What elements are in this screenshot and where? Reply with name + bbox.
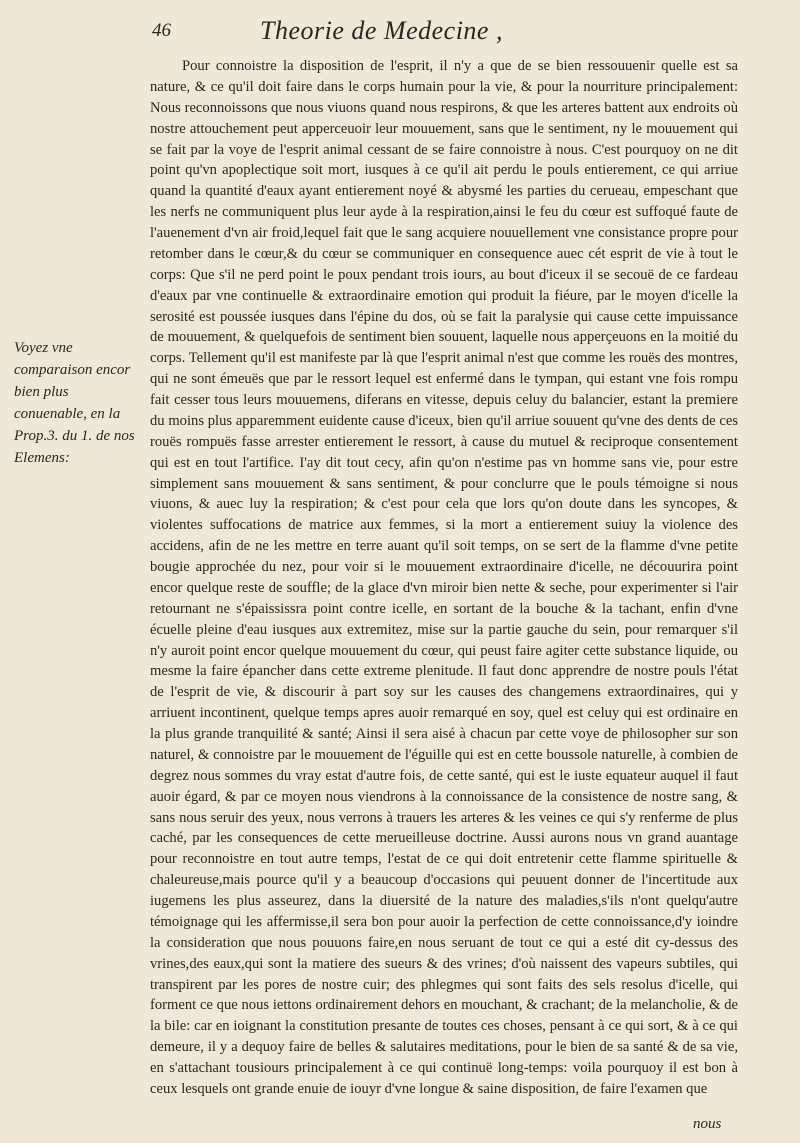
- marginal-note: Voyez vne comparaison encor bien plus conuenable, en la Prop.3. du 1. de nos Elemens:: [14, 340, 135, 466]
- page-number: 46: [152, 20, 171, 41]
- running-title: Theorie de Medecine ,: [260, 16, 503, 45]
- page-header: [0, 16, 800, 52]
- main-text-block: [150, 56, 738, 1100]
- body-paragraph: Pour connoistre la disposition de l'esprit, il n'y a que de se bien ressouuenir quelle est sa nature, & ce qu'il doit faire dans le corps humain pour la vie, & pour la nourriture principalement: Nous reconnoissons que nous viuons quand nous respirons, & que les arteres battent aux endroits où nostre attouchement peut apperceuoir leur mouuement, sans que le sentiment, ny le mouuement qui se fait par la voye de l'esprit animal cessant de se faire connoistre à nous. C'est pourquoy on ne dit point qu'vn apoplectique soit mort, iusques à ce qu'il ait perdu le pouls entierement, ce qui arriue quand la quantité d'eaux ayant entierement noyé & abysmé les parties du cerueau, empeschant que les nerfs ne communiquent plus leur ayde à la respiration,ainsi le feu du cœur est suffoqué faute de l'auenement d'vn air froid,lequel fait que le sang acquiere nouuellement vne consistance propre pour retomber dans le cœur,& du cœur se communiquer en consequence auec cét esprit de vie à tout le corps: Que s'il ne perd point le poux pendant trois iours, au bout d'iceux il se secouë de ce fardeau d'eaux par vne continuelle & extraordinaire emotion qui produit la fiéure, par le moyen d'icelle la serosité est poussée iusques dans l'épine du dos, où se fait la paralysie qui cause cette impuissance de mouuement, & quelquefois de sentiment bien souuent, laquelle nous apperçeuons en la moitié du corps. Tellement qu'il est manifeste par là que l'esprit animal n'est que comme les rouës des montres, qui ne sont émeuës que par le ressort lequel est enfermé dans le tympan, qui estant vne fois rompu fait cesser tous leurs mouuemens, diferans en vitesse, depuis celuy du balancier, estant la premiere du moins plus apparemment euidente cause d'iceux, bien qu'il arriue souuent qu'vne des dents de ces rouës rompuës fasse arrester entierement le ressort, à cause du mutuel & reciproque consentement qui est en tout l'artifice. I'ay dit tout cecy, afin qu'on n'estime pas vn homme sans vie, pour estre simplement sans mouuement & sans sentiment, & pour conclurre que le pouls témoigne si nous viuons, & auec luy la respiration; & c'est pour cela que lors qu'on doute dans les syncopes, & violentes suffocations de matrice aux femmes, si la mort a entierement suiuy la violence des accidens, afin de ne les mettre en terre auant qu'il soit temps, on se sert de la flamme d'vne petite bougie approchée du nez, pour voir si le mouuement extraordinaire d'icelle, ne découurira point encor quelque reste de souffle; de la glace d'vn miroir bien nette & seche, pour experimenter si l'air retournant ne s'épaississra point contre icelle, en sortant de la bouche & la tachant, enfin d'vne écuelle pleine d'eau iusques aux extremitez, mise sur la partie gauche du sein, pour remarquer s'il n'y auroit point encor quelque mouuement du cœur, qui peust faire agiter cette substance liquide, ou mesme la faire épancher dans cette extreme plenitude. Il faut donc apprendre de nostre pouls l'état de l'esprit de vie, & discourir à part soy sur les causes des changemens extraordinaires, qui y arriuent incontinent, quelque temps apres auoir remarqué en soy, quel est celuy qui est ordinaire en la plus grande tranquilité & santé; Ainsi il sera aisé à chacun par cette voye de philosopher sur son naturel, & connoistre par le mouuement de l'éguille qui est en cette boussole naturelle, à combien de degrez nous sommes du vray estat d'autre fois, de cette santé, qui est le iuste equateur auquel il faut auoir égard, & par ce moyen nous viendrons à la connoissance de la consistence de nostre sang, & sans nous seruir des yeux, nous verrons à trauers les arteres & les veines ce qui s'y renferme de plus caché, par les consequences de cette merueilleuse doctrine. Aussi aurons nous vn grand auantage pour reconnoistre en tout autre temps, l'estat de ce qui doit entretenir cette flamme spirituelle & chaleureuse,mais pource qu'il y a beaucoup d'occasions qui peuuent donner de l'incertitude aux iugemens les plus asseurez, dans la diuersité de la nature des maladies,s'ils n'ont quelqu'autre témoignage qui les affermisse,il sera bon pour auoir la perfection de cette connoissance,d'y ioindre la consideration que nous pouuons faire,en nous seruant de tout ce qui a esté dit cy-dessus des vrines,des eaux,qui sont la matiere des sueurs & des vrines; d'où naissent des vapeurs subtiles, qui transpirent par les pores de nostre cuir; des phlegmes qui sont faits des sels resolus d'icelle, qui forment ce que nous iettons ordinairement dehors en mouchant, & crachant; de la melancholie, & de la bile: car en ioignant la constitution presante de toutes ces choses, pensant à ce qui sort, & à ce qui demeure, il y a dequoy faire de belles & salutaires meditations, pour le bien de sa santé & de sa vie, en s'attachant tousiours principalement à ce qui continuë long-temps: voila pourquoy il est bon à ceux lesquels ont grande enuie de iouyr d'vne longue & saine disposition, de faire l'examen que: [150, 58, 738, 1097]
- catchword: nous: [693, 1116, 722, 1132]
